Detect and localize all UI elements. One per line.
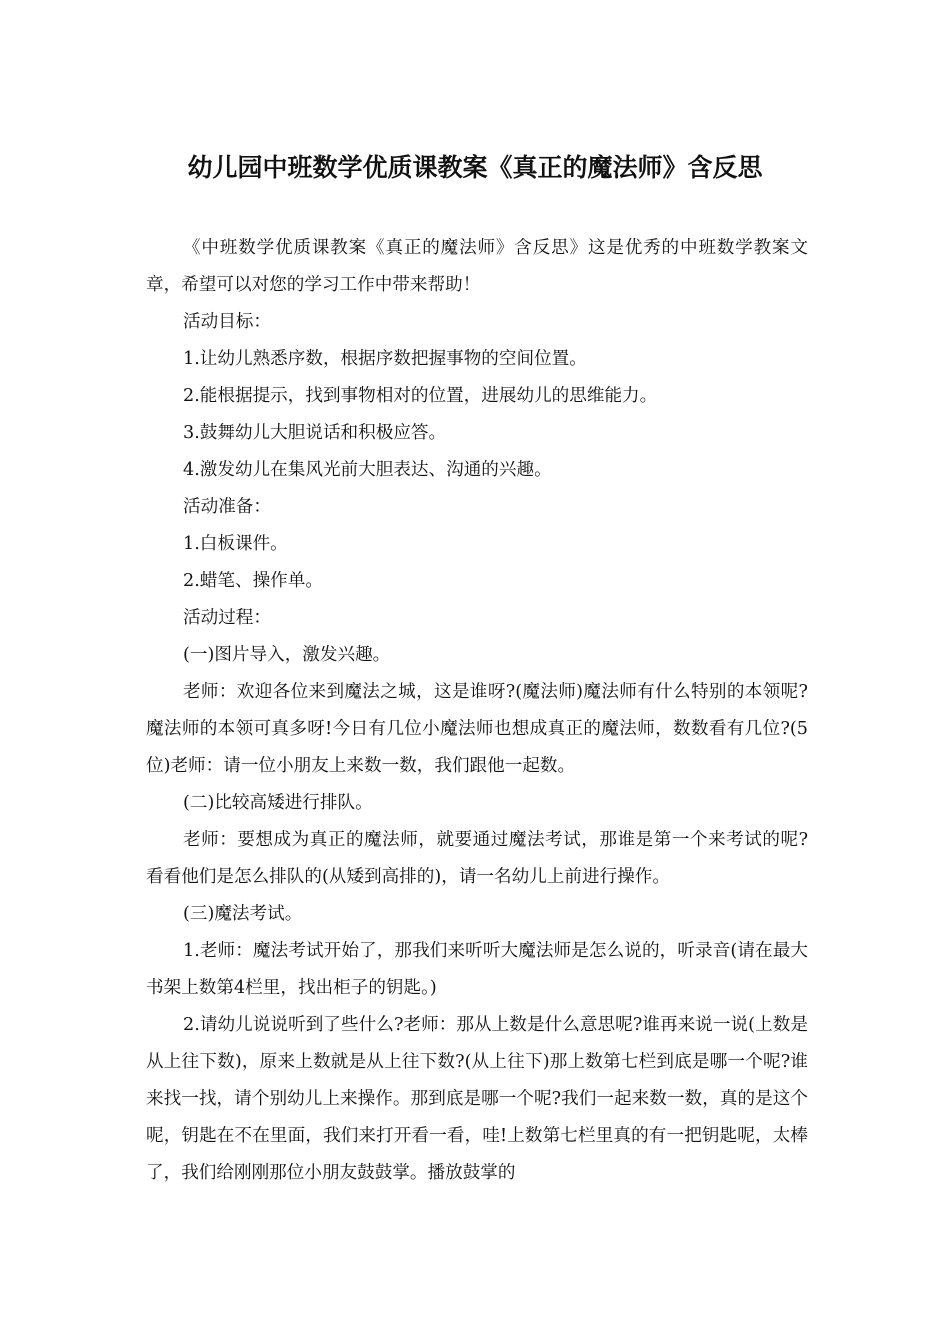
paragraph: 3.鼓舞幼儿大胆说话和积极应答。 — [183, 423, 447, 443]
paragraph: 2.能根据提示，找到事物相对的位置，进展幼儿的思维能力。 — [183, 386, 658, 406]
paragraph: 2.蜡笔、操作单。 — [183, 571, 323, 591]
paragraph: (一)图片导入，激发兴趣。 — [183, 645, 391, 665]
document-body — [146, 230, 808, 1192]
paragraph: 活动过程： — [183, 608, 271, 628]
paragraph: 1.老师：魔法考试开始了，那我们来听听大魔法师是怎么说的，听录音(请在最大书架上数第4栏里，找出柜子的钥匙。) — [146, 941, 808, 998]
paragraph: 2.请幼儿说说听到了些什么?老师：那从上数是什么意思呢?谁再来说一说(上数是从上往下数)，原来上数就是从上往下数?(从上往下)那上数第七栏到底是哪一个呢?谁来找一找，请个别幼儿上来操作。那到底是哪一个呢?我们一起来数一数，真的是这个呢，钥匙在不在里面，我们来打开看一看，哇!上数第七栏里真的有一把钥匙呢，太棒了，我们给刚刚那位小朋友鼓鼓掌。播放鼓掌的 — [146, 1015, 808, 1183]
paragraph: 1.白板课件。 — [183, 534, 288, 554]
paragraph: 老师：要想成为真正的魔法师，就要通过魔法考试，那谁是第一个来考试的呢?看看他们是怎么排队的(从矮到高排的)，请一名幼儿上前进行操作。 — [146, 830, 808, 887]
paragraph: 《中班数学优质课教案《真正的魔法师》含反思》这是优秀的中班数学教案文章，希望可以对您的学习工作中带来帮助！ — [146, 238, 808, 295]
document-title: 幼儿园中班数学优质课教案《真正的魔法师》含反思 — [187, 153, 763, 182]
paragraph: 1.让幼儿熟悉序数，根据序数把握事物的空间位置。 — [183, 349, 587, 369]
paragraph: 老师：欢迎各位来到魔法之城，这是谁呀?(魔法师)魔法师有什么特别的本领呢?魔法师的本领可真多呀!今日有几位小魔法师也想成真正的魔法师，数数看有几位?(5位)老师：请一位小朋友上来数一数，我们跟他一起数。 — [146, 682, 808, 776]
paragraph: 4.激发幼儿在集风光前大胆表达、沟通的兴趣。 — [183, 460, 552, 480]
paragraph: 活动准备： — [183, 497, 271, 517]
paragraph: (二)比较高矮进行排队。 — [183, 793, 373, 813]
paragraph: (三)魔法考试。 — [183, 904, 303, 924]
paragraph: 活动目标： — [183, 312, 271, 332]
